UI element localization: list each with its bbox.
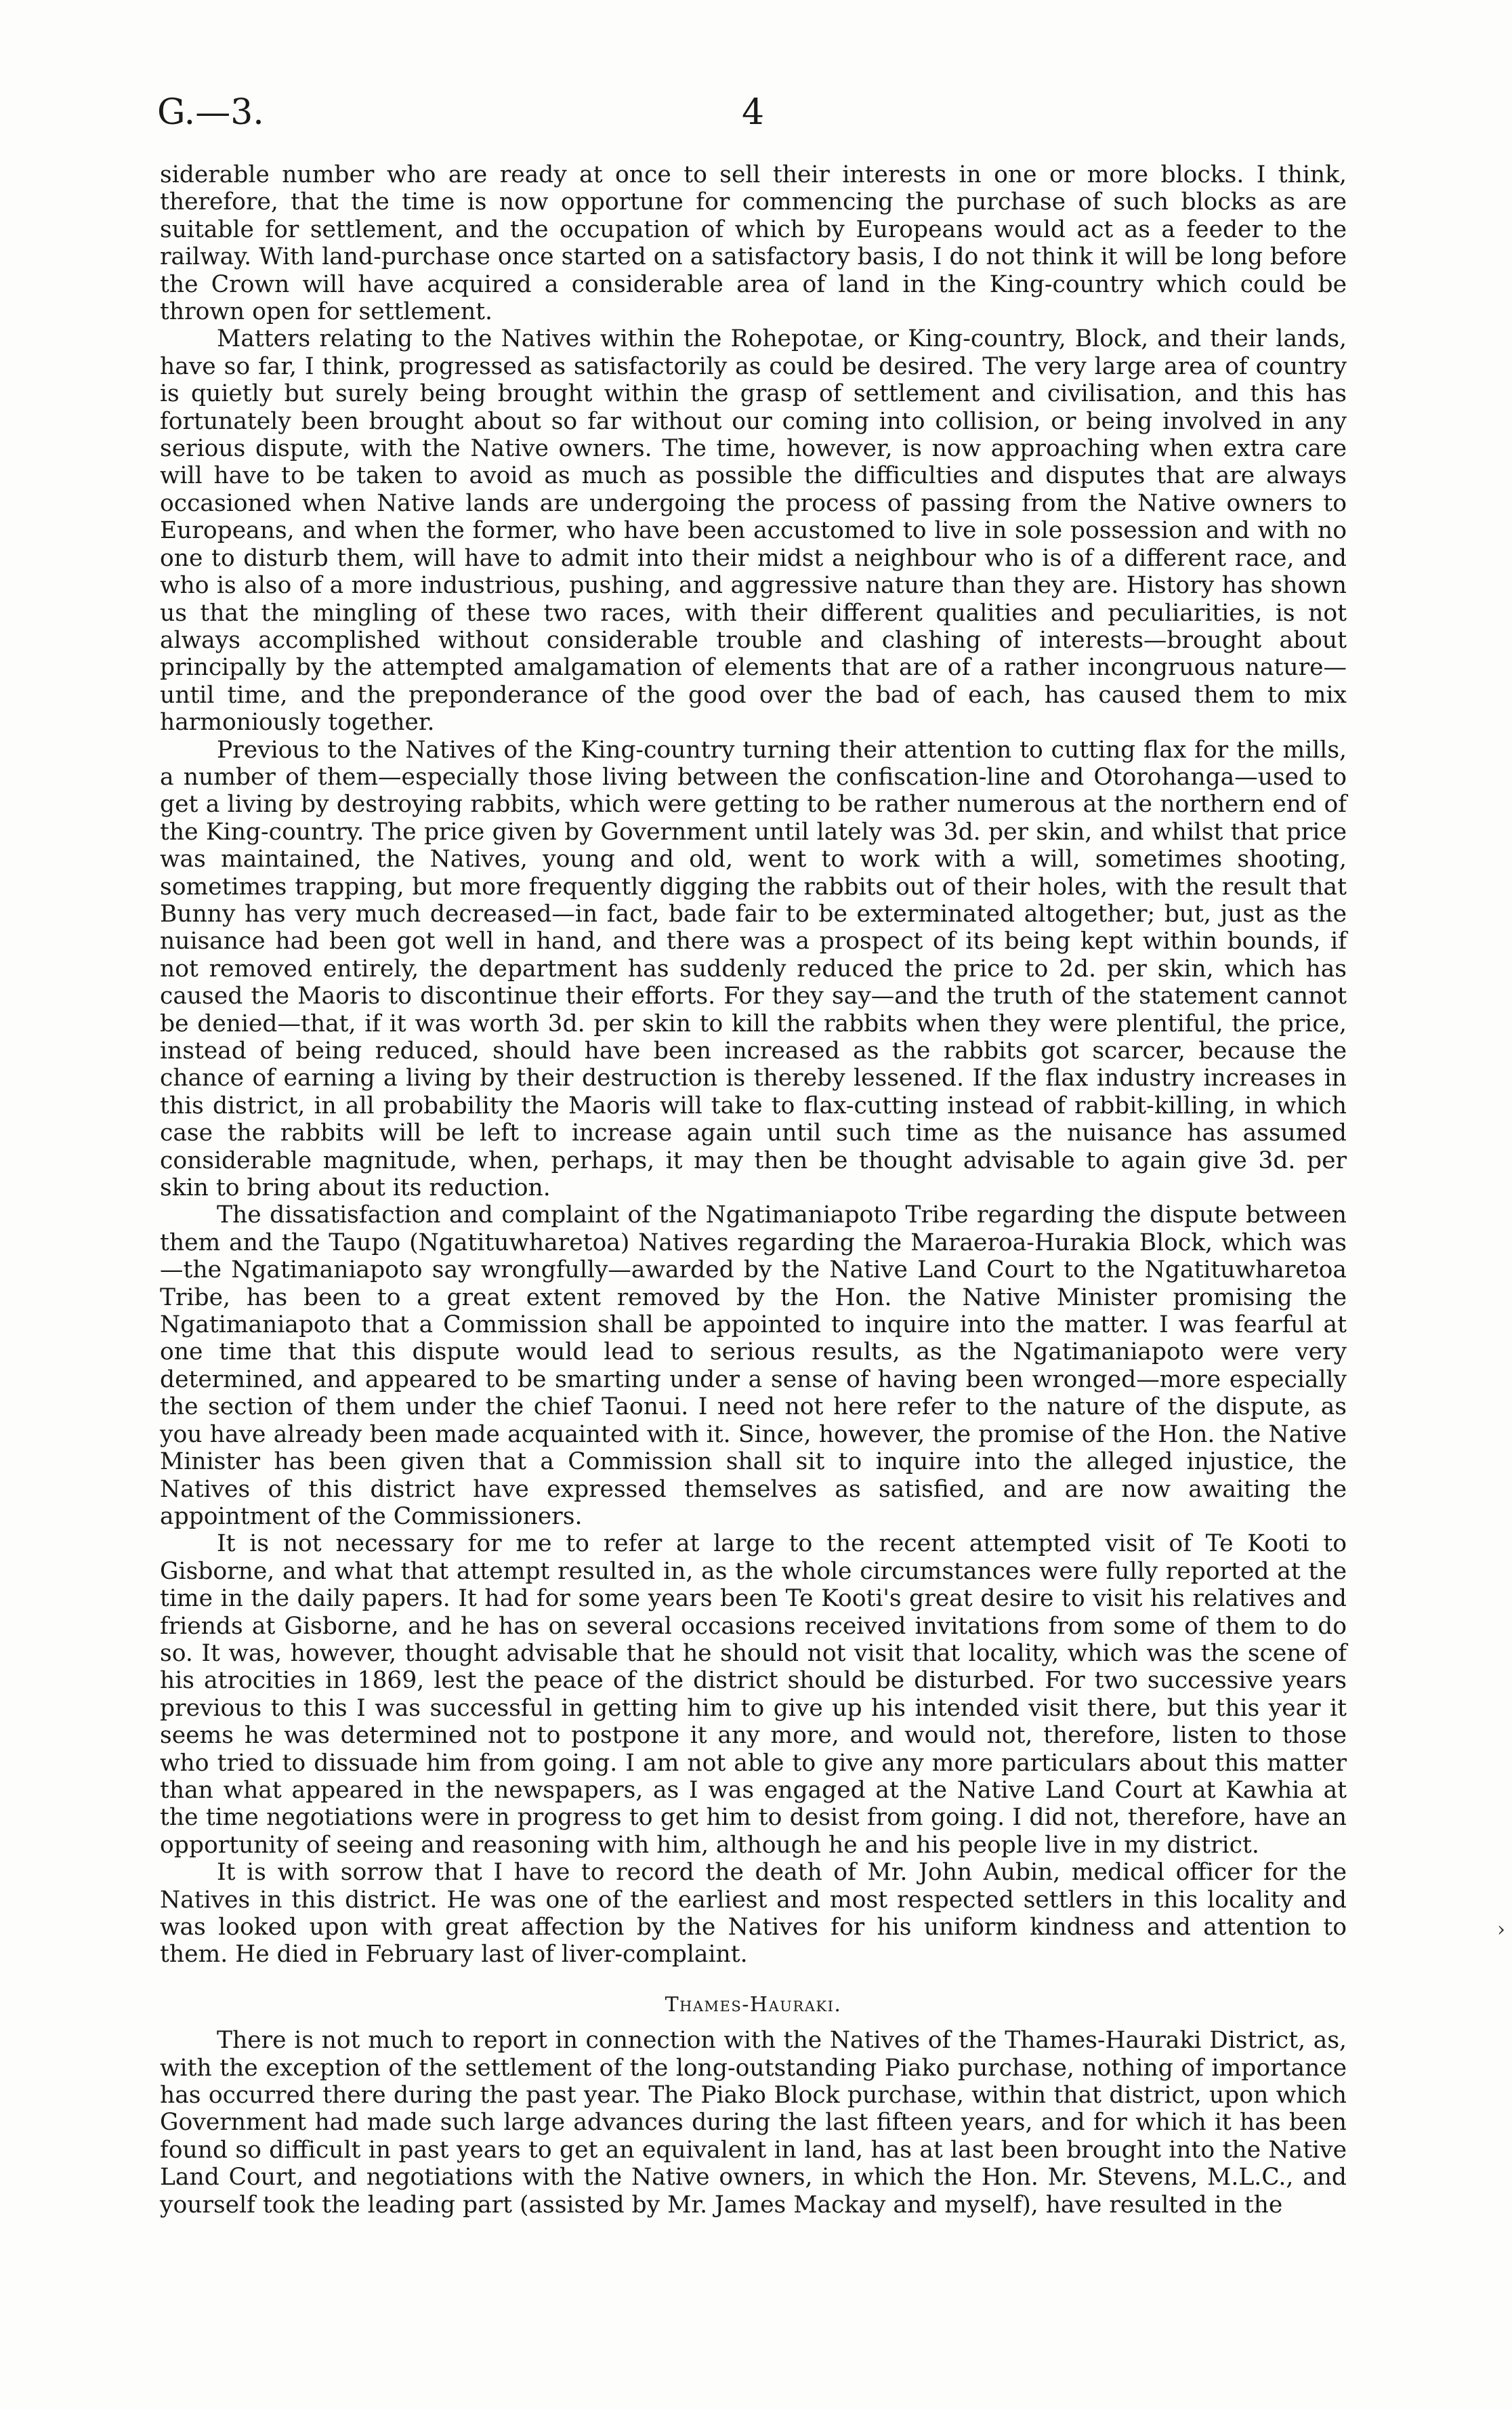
- body-text: [160, 161, 1347, 2219]
- paragraph-rabbits: Previous to the Natives of the King-country turning their attention to cutting flax for the mills, a number of them—especially those living between the confiscation-line and Otorohanga—used to get a living by destroying rabbits, which were getting to be rather numerous at the northern end of the King-country. The price given by Government until lately was 3d. per skin, and whilst that price was maintained, the Natives, young and old, went to work with a will, sometimes shooting, sometimes trapping, but more frequently digging the rabbits out of their holes, with the result that Bunny has very much decreased—in fact, bade fair to be exterminated altogether; but, just as the nuisance had been got well in hand, and there was a prospect of its being kept within bounds, if not removed entirely, the department has suddenly reduced the price to 2d. per skin, which has caused the Maoris to discontinue their efforts. For they say—and the truth of the statement cannot be denied—that, if it was worth 3d. per skin to kill the rabbits when they were plentiful, the price, instead of being reduced, should have been increased as the rabbits got scarcer, because the chance of earning a living by their destruction is thereby lessened. If the flax industry increases in this district, in all probability the Maoris will take to flax-cutting instead of rabbit-killing, in which case the rabbits will be left to increase again until such time as the nuisance has assumed considerable magnitude, when, perhaps, it may then be thought advisable to again give 3d. per skin to bring about its reduction.: [160, 736, 1347, 1202]
- paragraph-te-kooti: It is not necessary for me to refer at large to the recent attempted visit of Te Kooti to Gisborne, and what that attempt resulted in, as the whole circumstances were fully reported at the time in the daily papers. It had for some years been Te Kooti's great desire to visit his relatives and friends at Gisborne, and he has on several occasions received invitations from some of them to do so. It was, however, thought advisable that he should not visit that locality, which was the scene of his atrocities in 1869, lest the peace of the district should be disturbed. For two successive years previous to this I was successful in getting him to give up his intended visit there, but this year it seems he was determined not to postpone it any more, and would not, therefore, listen to those who tried to dissuade him from going. I am not able to give any more particulars about this matter than what appeared in the newspapers, as I was engaged at the Native Land Court at Kawhia at the time negotiations were in progress to get him to desist from going. I did not, therefore, have an opportunity of seeing and reasoning with him, although he and his people live in my district.: [160, 1530, 1347, 1859]
- paragraph-john-aubin: It is with sorrow that I have to record the death of Mr. John Aubin, medical officer for the Natives in this district. He was one of the earliest and most respected settlers in this locality and was looked upon with great affection by the Natives for his uniform kindness and attention to them. He died in February last of liver-complaint.: [160, 1859, 1347, 1969]
- margin-mark: ›: [1497, 1918, 1505, 1941]
- paragraph-maraeroa-dispute: The dissatisfaction and complaint of the Ngatimaniapoto Tribe regarding the dispute between them and the Taupo (Ngatituwharetoa) Natives regarding the Maraeroa-Hurakia Block, which was —the Ngatimaniapoto say wrongfully—awarded by the Native Land Court to the Ngatituwharetoa Tribe, has been to a great extent removed by the Hon. the Native Minister promising the Ngatimaniapoto that a Commission shall be appointed to inquire into the matter. I was fearful at one time that this dispute would lead to serious results, as the Ngatimaniapoto were very determined, and appeared to be smarting under a sense of having been wronged—more especially the section of them under the chief Taonui. I need not here refer to the nature of the dispute, as you have already been made acquainted with it. Since, however, the promise of the Hon. the Native Minister has been given that a Commission shall sit to inquire into the alleged injustice, the Natives of this district have expressed themselves as satisfied, and are now awaiting the appointment of the Commissioners.: [160, 1201, 1347, 1530]
- section-heading: Thames-Hauraki.: [665, 1992, 842, 2017]
- paragraph-thames-hauraki: There is not much to report in connection with the Natives of the Thames-Hauraki District, as, with the exception of the settlement of the long-outstanding Piako purchase, nothing of importance has occurred there during the past year. The Piako Block purchase, within that district, upon which Government had made such large advances during the last fifteen years, and for which it has been found so difficult in past years to get an equivalent in land, has at last been brought into the Native Land Court, and negotiations with the Native owners, in which the Hon. Mr. Stevens, M.L.C., and yourself took the leading part (assisted by Mr. James Mackay and myself), have resulted in the: [160, 2027, 1347, 2219]
- paper-reference: G.—3.: [157, 92, 264, 133]
- page-number: 4: [742, 92, 765, 133]
- paragraph-king-country: Matters relating to the Natives within the Rohepotae, or King-country, Block, and their lands, have so far, I think, progressed as satisfactorily as could be desired. The very large area of country is quietly but surely being brought within the grasp of settlement and civilisation, and this has fortunately been brought about so far without our coming into collision, or being involved in any serious dispute, with the Native owners. The time, however, is now approaching when extra care will have to be taken to avoid as much as possible the difficulties and disputes that are always occasioned when Native lands are undergoing the process of passing from the Native owners to Europeans, and when the former, who have been accustomed to live in sole possession and with no one to disturb them, will have to admit into their midst a neighbour who is of a different race, and who is also of a more industrious, pushing, and aggressive nature than they are. History has shown us that the mingling of these two races, with their different qualities and peculiarities, is not always accomplished without considerable trouble and clashing of interests—brought about principally by the attempted amalgamation of elements that are of a rather incongruous nature—until time, and the preponderance of the good over the bad of each, has caused them to mix harmoniously together.: [160, 325, 1347, 737]
- paragraph-continued: siderable number who are ready at once to sell their interests in one or more blocks. I think, therefore, that the time is now opportune for commencing the purchase of such blocks as are suitable for settlement, and the occupation of which by Europeans would act as a feeder to the railway. With land-purchase once started on a satisfactory basis, I do not think it will be long before the Crown will have acquired a considerable area of land in the King-country which could be thrown open for settlement.: [160, 161, 1347, 326]
